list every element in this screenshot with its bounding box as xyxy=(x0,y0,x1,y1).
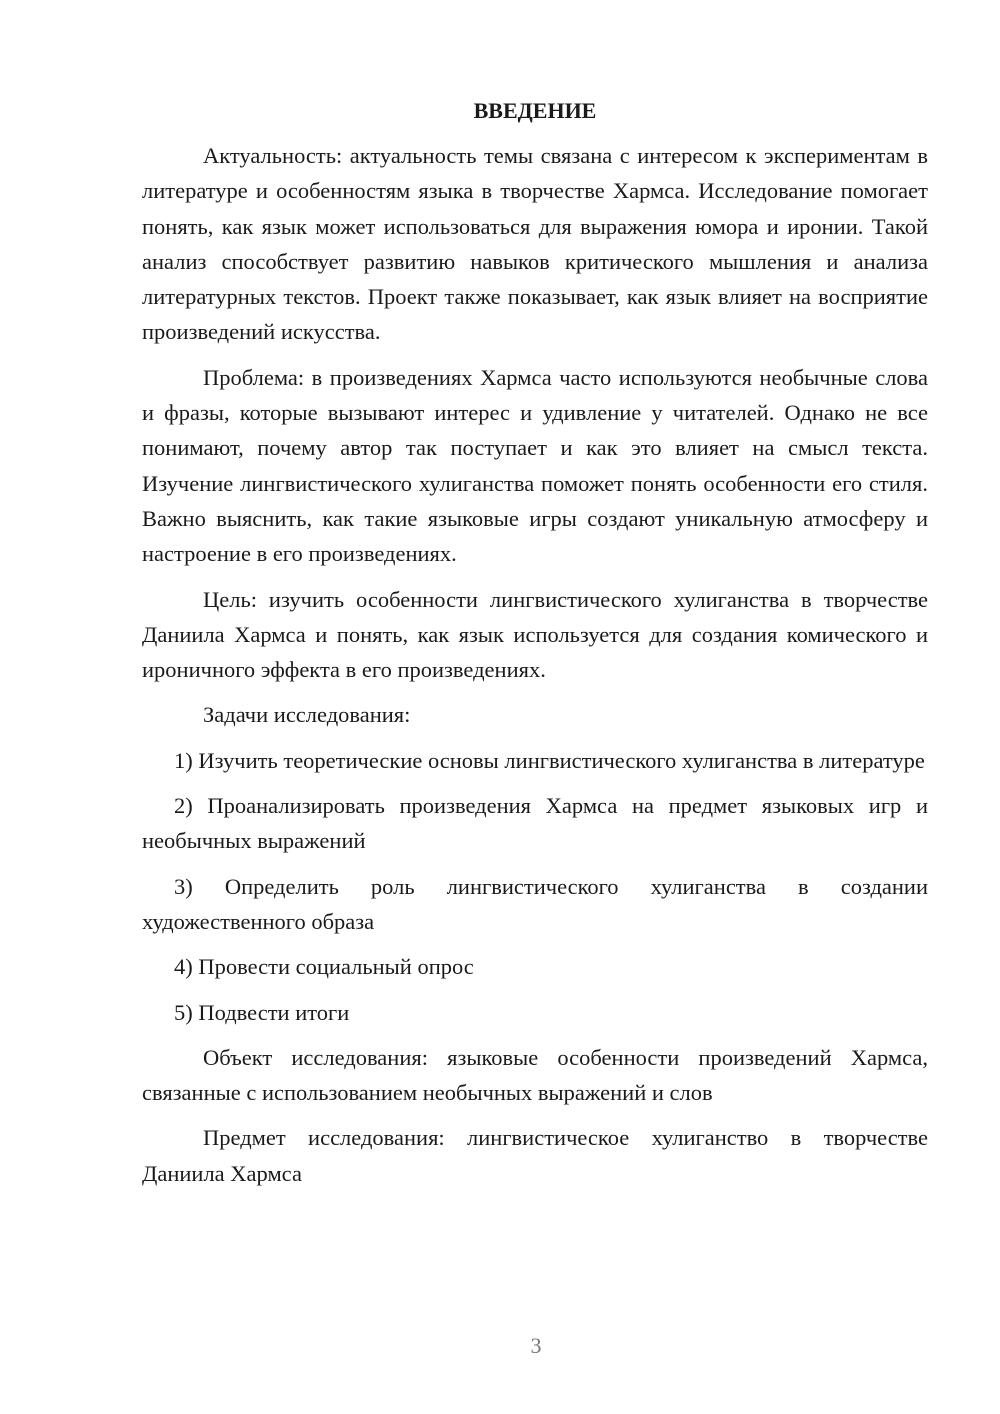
subject-paragraph: Предмет исследования: лингвистическое хулиганство в творчестве Даниила Хармса xyxy=(142,1125,928,1186)
task-item: 3) Определить роль лингвистического хулиганства в создании художественного образа xyxy=(142,873,928,934)
goal-paragraph: Цель: изучить особенности лингвистического хулиганства в творчестве Даниила Хармса и понять, как язык используется для создания комического и ироничного эффекта в его произведениях. xyxy=(142,586,928,683)
task-item: 1) Изучить теоретические основы лингвистического хулиганства в литературе xyxy=(174,747,925,773)
tasks-title: Задачи исследования: xyxy=(203,702,411,728)
object-paragraph: Объект исследования: языковые особенности произведений Хармса, связанные с использованием необычных выражений и слов xyxy=(142,1044,928,1106)
section-heading: ВВЕДЕНИЕ xyxy=(473,98,597,123)
problem-paragraph: Проблема: в произведениях Хармса часто используются необычные слова и фразы, которые вызывают интерес и удивление у читателей. Однако не все понимают, почему автор так поступает и как это влияет на смысл текста. Изучение лингвистического хулиганства поможет понять особенности его стиля. Важно выяснить, как такие языковые игры создают уникальную атмосферу и настроение в его произведениях. xyxy=(142,364,928,567)
page-number: 3 xyxy=(530,1333,542,1358)
task-item: 4) Провести социальный опрос xyxy=(174,954,474,980)
relevance-paragraph: Актуальность: актуальность темы связана с интересом к экспериментам в литературе и особенностям языка в творчестве Хармса. Исследование помогает понять, как язык может использоваться для выражения юмора и иронии. Такой анализ способствует развитию навыков критического мышления и анализа литературных текстов. Проект также показывает, как язык влияет на восприятие произведений искусства. xyxy=(142,143,928,345)
document-page xyxy=(142,96,928,1201)
task-item: 5) Подвести итоги xyxy=(174,999,350,1025)
task-item: 2) Проанализировать произведения Хармса на предмет языковых игр и необычных выражений xyxy=(142,793,928,854)
